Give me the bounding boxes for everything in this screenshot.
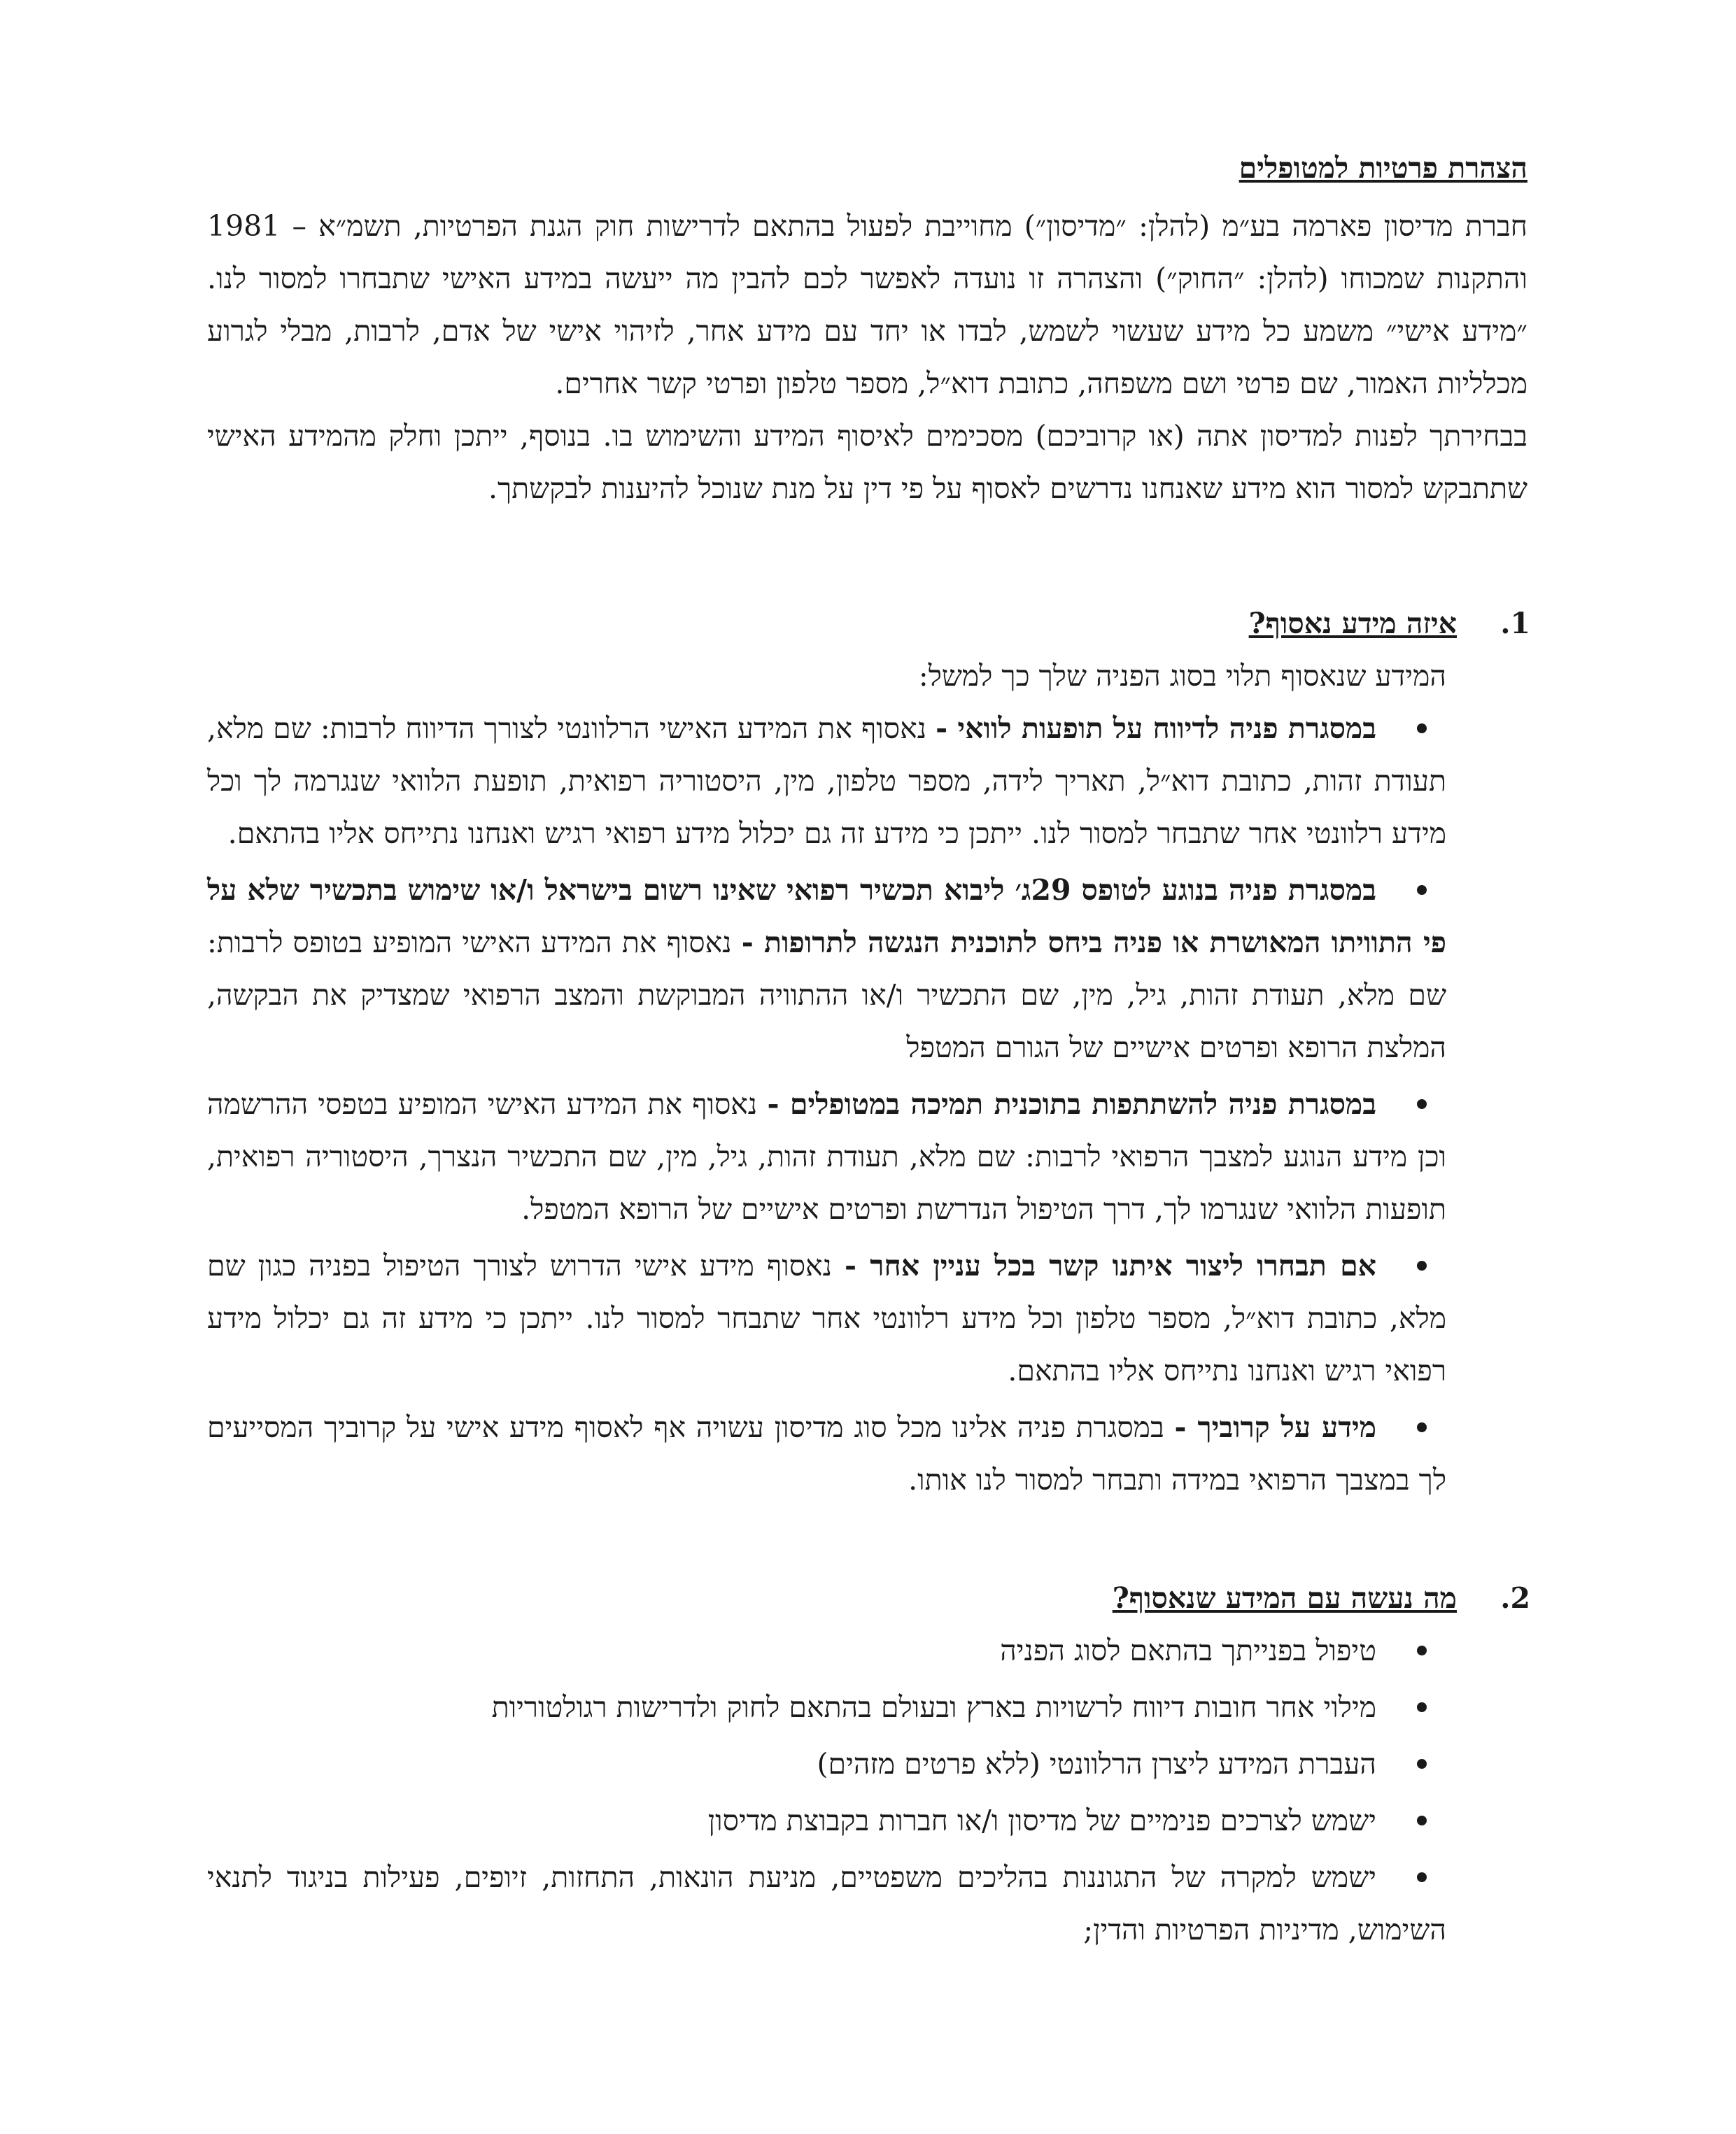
section-2-heading <box>207 1572 1530 1625</box>
section-number: 2. <box>1500 1581 1530 1615</box>
bullet-icon <box>1417 1872 1427 1882</box>
bullet-icon <box>1417 1759 1427 1769</box>
list-item-bold: במסגרת פניה להשתתפות בתוכנית תמיכה במטופלים - <box>767 1087 1376 1121</box>
list-item-bold: במסגרת פניה לדיווח על תופעות לוואי - <box>936 712 1376 745</box>
intro-paragraph-1: חברת מדיסון פארמה בע״מ (להלן: ״מדיסון״) מחוייבת לפעול בהתאם לדרישות חוק הגנת הפרטיות, תשמ״א – 1981 והתקנות שמכוחו (להלן: ״החוק״) והצהרה זו נועדה לאפשר לכם להבין מה ייעשה במידע האישי שתבחרו למסור לנו. ״מידע אישי״ משמע כל מידע שעשוי לשמש, לבדו או יחד עם מידע אחר, לזיהוי אישי של אדם, לרבות, מבלי לגרוע מכלליות האמור, שם פרטי ושם משפחה, כתובת דוא״ל, מספר טלפון ופרטי קשר אחרים. <box>207 209 1527 400</box>
bullet-icon <box>1417 1646 1427 1655</box>
list-item-text: מילוי אחר חובות דיווח לרשויות בארץ ובעולם בהתאם לחוק ולדרישות רגולטוריות <box>491 1690 1376 1724</box>
document-title: הצהרת פרטיות למטופלים <box>1239 151 1527 185</box>
section-2-list <box>207 1625 1446 1956</box>
section-1-list <box>207 702 1446 1506</box>
list-item-bold: אם תבחרו ליצור איתנו קשר בכל עניין אחר - <box>845 1249 1376 1282</box>
list-item <box>207 1681 1446 1734</box>
section-title: איזה מידע נאסוף? <box>1248 607 1457 640</box>
section-2 <box>207 1572 1530 1956</box>
section-1-heading <box>207 598 1530 650</box>
list-item-text: העברת המידע ליצרן הרלוונטי (ללא פרטים מזהים) <box>817 1747 1376 1781</box>
section-1-intro: המידע שנאסוף תלוי בסוג הפניה שלך כך למשל: <box>918 659 1446 693</box>
list-item <box>207 1738 1446 1790</box>
list-item-text: נאסוף מידע אישי הדרוש לצורך הטיפול בפניה כגון שם מלא, כתובת דוא״ל, מספר טלפון וכל מידע רלוונטי אחר שתבחר למסור לנו. ייתכן כי מידע זה גם יכלול מידע רפואי רגיש ואנחנו נתייחס אליו בהתאם. <box>207 1249 1446 1387</box>
list-item-text: טיפול בפנייתך בהתאם לסוג הפניה <box>1000 1634 1376 1667</box>
list-item-text: נאסוף את המידע האישי המופיע בטפסי ההרשמה וכן מידע הנוגע למצבך הרפואי לרבות: שם מלא, תעודת זהות, גיל, מין, שם התכשיר הנצרך, היסטוריה רפואית, תופעות הלוואי שנגרמו לך, דרך הטיפול הנדרשת ופרטים אישיים של הרופא המטפל. <box>207 1087 1446 1226</box>
list-item-text: נאסוף את המידע האישי הרלוונטי לצורך הדיווח לרבות: שם מלא, תעודת זהות, כתובת דוא״ל, תאריך לידה, מספר טלפון, מין, היסטוריה רפואית, תופעת הלוואי שנגרמה לך וכל מידע רלוונטי אחר שתבחר למסור לנו. ייתכן כי מידע זה גם יכלול מידע רפואי רגיש ואנחנו נתייחס אליו בהתאם. <box>207 712 1446 850</box>
bullet-icon <box>1417 885 1427 895</box>
list-item <box>207 1078 1446 1236</box>
document-content <box>207 148 1530 1960</box>
list-item-bold: מידע על קרוביך - <box>1174 1411 1376 1444</box>
bullet-icon <box>1417 1702 1427 1712</box>
bullet-icon <box>1417 1099 1427 1109</box>
list-item-bold: במסגרת פניה בנוגע לטופס 29ג׳ ליבוא תכשיר רפואי שאינו רשום בישראל ו/או שימוש בתכשיר שלא על פי התוויתו המאושרת או פניה ביחס לתוכנית הנגשה לתרופות - <box>207 873 1446 959</box>
bullet-icon <box>1417 723 1427 733</box>
section-number: 1. <box>1500 607 1530 640</box>
bullet-icon <box>1417 1422 1427 1432</box>
list-item-text: במסגרת פניה אלינו מכל סוג מדיסון עשויה אף לאסוף מידע אישי על קרוביך המסייעים לך במצבך הרפואי במידה ותבחר למסור לנו אותו. <box>207 1411 1446 1497</box>
list-item <box>207 864 1446 1074</box>
list-item <box>207 1401 1446 1506</box>
list-item <box>207 1625 1446 1677</box>
list-item-text: נאסוף את המידע האישי המופיע בטופס לרבות: שם מלא, תעודת זהות, גיל, מין, שם התכשיר ו/או ההתוויה המבוקשת והמצב הרפואי שמצדיק את הבקשה, המלצת הרופא ופרטים אישיים של הגורם המטפל <box>207 926 1446 1064</box>
section-1 <box>207 598 1530 1506</box>
list-item <box>207 702 1446 860</box>
list-item <box>207 1795 1446 1847</box>
section-title: מה נעשה עם המידע שנאסוף? <box>1112 1581 1457 1615</box>
list-item-text: ישמש למקרה של התגוננות בהליכים משפטיים, מניעת הונאות, התחזות, זיופים, פעילות בניגוד לתנאי השימוש, מדיניות הפרטיות והדין; <box>207 1860 1446 1946</box>
bullet-icon <box>1417 1261 1427 1271</box>
intro-paragraph-2: בבחירתך לפנות למדיסון אתה (או קרוביכם) מסכימים לאיסוף המידע והשימוש בו. בנוסף, ייתכן וחלק מהמידע האישי שתתבקש למסור הוא מידע שאנחנו נדרשים לאסוף על פי דין על מנת שנוכל להיענות לבקשתך. <box>207 419 1527 505</box>
list-item <box>207 1240 1446 1397</box>
bullet-icon <box>1417 1816 1427 1825</box>
list-item <box>207 1851 1446 1956</box>
list-item-text: ישמש לצרכים פנימיים של מדיסון ו/או חברות בקבוצת מדיסון <box>707 1804 1376 1837</box>
